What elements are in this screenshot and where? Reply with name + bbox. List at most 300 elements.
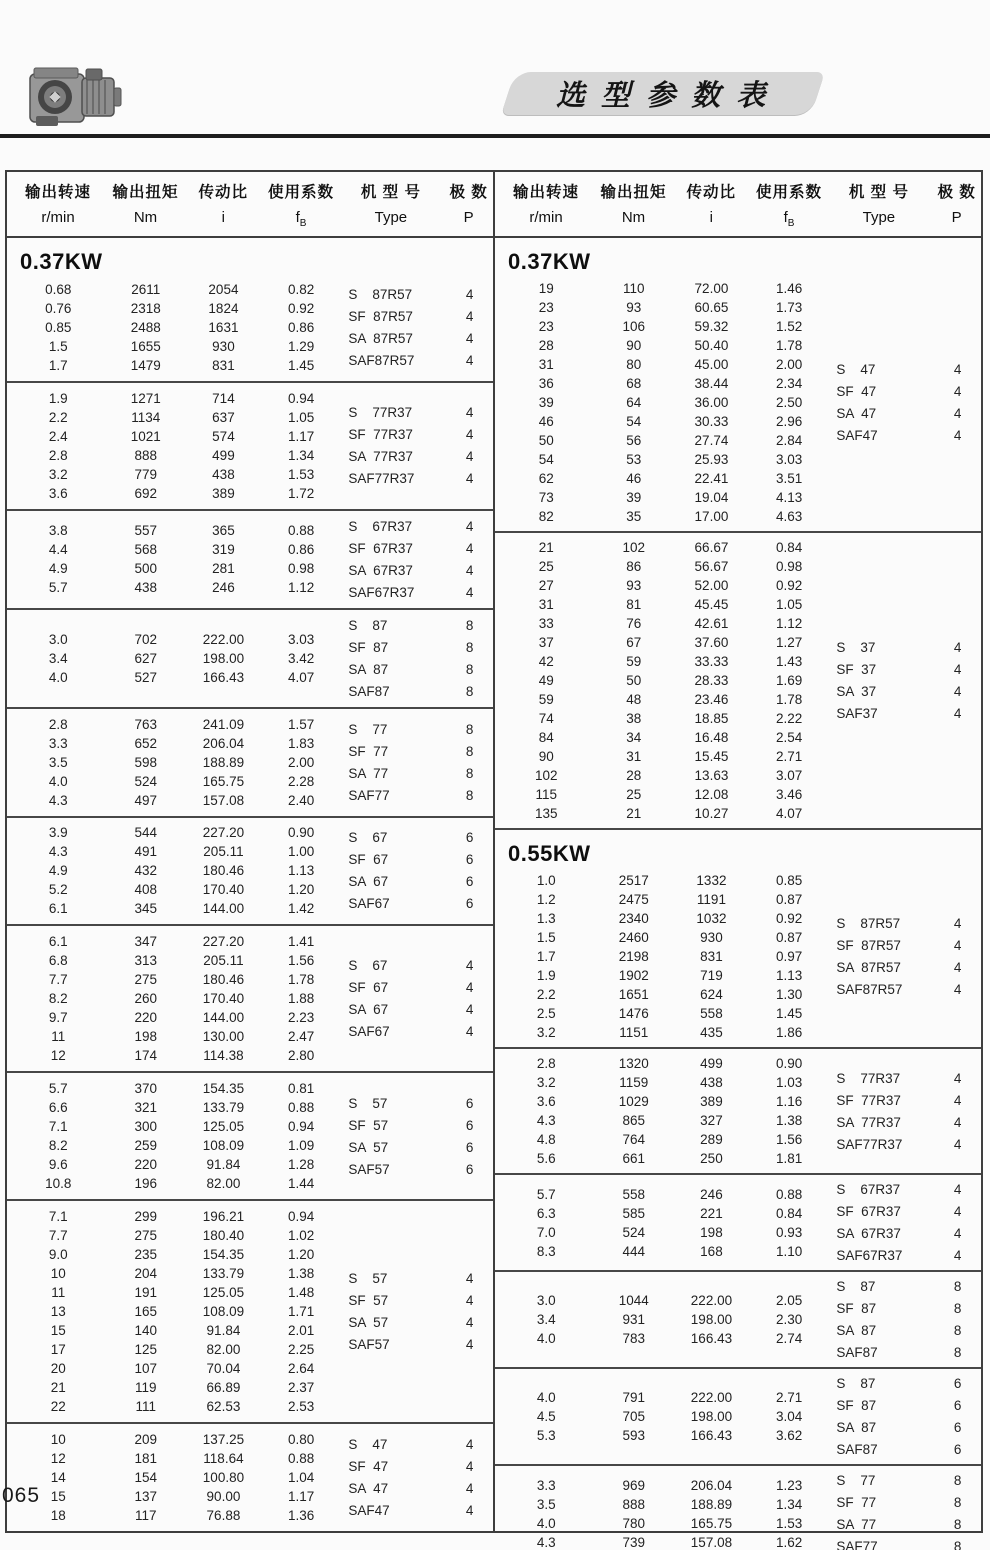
torque-value: 21 [626, 806, 642, 821]
type-line [825, 660, 981, 679]
poles-value: 6 [953, 1420, 962, 1435]
poles-value: 6 [953, 1398, 962, 1413]
ratio-value: 166.43 [690, 1331, 733, 1346]
speed-value: 5.7 [48, 1081, 68, 1097]
service-factor-value: 0.86 [287, 319, 315, 335]
ratio-value: 144.00 [202, 901, 245, 917]
column-unit-poles: P [463, 208, 474, 226]
torque-value: 191 [134, 1285, 158, 1301]
service-factor-value: 0.97 [775, 949, 803, 964]
ratio-value: 82.00 [206, 1176, 241, 1192]
service-factor-value: 2.50 [775, 395, 803, 410]
section-body [495, 1180, 981, 1265]
table-row [7, 1340, 337, 1359]
speed-value: 62 [538, 471, 554, 486]
ratio-value: 38.44 [694, 376, 729, 391]
model-code: SAF77R37 [836, 1136, 903, 1152]
poles-value: 6 [953, 1376, 962, 1391]
table-row [495, 766, 825, 785]
torque-value: 1151 [619, 1025, 649, 1040]
speed-value: 8.2 [48, 991, 68, 1007]
type-line [337, 329, 493, 348]
ratio-value: 28.33 [694, 673, 729, 688]
data-rows [7, 1429, 337, 1526]
type-line [825, 1374, 981, 1393]
model-code: SAF87R57 [348, 352, 415, 368]
service-factor-value: 3.03 [287, 631, 315, 647]
column-unit-torque: Nm [621, 208, 646, 226]
ratio-value: 198.00 [690, 1312, 733, 1327]
torque-value: 2475 [618, 892, 649, 907]
torque-value: 969 [622, 1477, 646, 1493]
table-row [7, 299, 337, 318]
model-code: SF 47 [836, 384, 877, 399]
torque-value: 35 [626, 509, 642, 524]
type-block [337, 1078, 493, 1194]
poles-value: 8 [953, 1279, 962, 1294]
speed-value: 0.85 [45, 319, 72, 335]
ratio-value: 50.40 [694, 338, 729, 353]
table-row [495, 488, 825, 507]
column-header-model: 机 型 号 [848, 183, 909, 201]
type-line [337, 517, 493, 536]
speed-value: 3.2 [536, 1025, 556, 1040]
speed-value: 17 [50, 1342, 66, 1358]
ratio-value: 165.75 [690, 1515, 733, 1531]
service-factor-value: 0.81 [287, 1081, 315, 1097]
service-factor-value: 1.45 [775, 1006, 803, 1021]
poles-value: 8 [465, 639, 474, 655]
poles-value: 4 [953, 428, 962, 443]
ratio-value: 180.46 [202, 863, 245, 879]
column-names-row [495, 180, 981, 202]
model-code: S 87 [836, 1279, 876, 1294]
section-body [495, 1054, 981, 1168]
table-row [495, 614, 825, 633]
service-factor-value: 2.40 [287, 792, 315, 808]
ratio-value: 499 [700, 1056, 723, 1071]
torque-value: 117 [135, 1508, 157, 1524]
ratio-value: 90.00 [206, 1489, 241, 1505]
speed-value: 8.3 [536, 1243, 556, 1259]
poles-value: 4 [953, 1248, 962, 1263]
speed-value: 1.5 [48, 338, 68, 354]
ratio-value: 118.64 [203, 1451, 244, 1467]
speed-value: 4.0 [48, 669, 68, 685]
ratio-value: 719 [700, 968, 723, 983]
section-body [495, 871, 981, 1042]
model-code: SF 87 [348, 639, 389, 655]
speed-value: 4.8 [536, 1132, 556, 1147]
type-block [825, 538, 981, 823]
torque-value: 300 [134, 1119, 158, 1135]
speed-value: 9.7 [48, 1010, 68, 1026]
service-factor-value: 1.03 [775, 1075, 803, 1090]
section-body [7, 615, 493, 702]
torque-value: 524 [622, 1224, 646, 1240]
type-block [825, 1180, 981, 1265]
model-code: SAF37 [836, 706, 878, 721]
table-row [495, 393, 825, 412]
table-row [495, 1204, 825, 1223]
poles-value: 6 [465, 1117, 474, 1133]
table-row [495, 1310, 825, 1329]
speed-value: 31 [538, 357, 554, 372]
type-line [825, 1440, 981, 1459]
poles-value: 4 [953, 384, 962, 399]
section-body [7, 279, 493, 376]
poles-value: 8 [953, 1301, 962, 1316]
type-line [825, 382, 981, 401]
type-line [337, 638, 493, 657]
torque-value: 259 [134, 1138, 158, 1154]
torque-value: 140 [134, 1323, 158, 1339]
table-row [495, 909, 825, 928]
ratio-value: 12.08 [694, 787, 729, 802]
speed-value: 9.0 [48, 1247, 68, 1263]
type-line [337, 1269, 493, 1288]
model-code: SA 87 [348, 661, 389, 677]
type-block [337, 279, 493, 376]
table-row [7, 715, 337, 734]
poles-value: 4 [465, 1002, 474, 1018]
service-factor-value: 0.92 [775, 911, 803, 926]
ratio-value: 198.00 [202, 650, 245, 666]
data-rows [495, 1054, 825, 1168]
table-row [7, 465, 337, 484]
table-row [495, 1407, 825, 1426]
torque-value: 93 [626, 578, 642, 593]
ratio-value: 222.00 [690, 1390, 733, 1405]
section-body [495, 1374, 981, 1459]
section-body [495, 279, 981, 526]
ratio-value: 222.00 [690, 1293, 733, 1308]
ratio-value: 56.67 [694, 559, 729, 574]
speed-value: 0.68 [45, 281, 72, 297]
service-factor-value: 2.71 [775, 749, 803, 764]
ratio-value: 227.20 [202, 934, 245, 950]
speed-value: 31 [538, 597, 554, 612]
rating-section [7, 511, 493, 610]
poles-value: 4 [953, 1136, 962, 1152]
model-code: SF 37 [836, 662, 877, 677]
model-code: SA 57 [348, 1315, 389, 1331]
poles-value: 4 [465, 1481, 474, 1497]
speed-value: 1.9 [48, 390, 68, 406]
table-row [7, 318, 337, 337]
section-body [7, 931, 493, 1066]
poles-value: 8 [953, 1495, 962, 1510]
type-line [825, 1135, 981, 1154]
type-line [337, 1000, 493, 1019]
torque-value: 865 [622, 1113, 646, 1128]
speed-value: 1.5 [536, 930, 556, 945]
torque-value: 888 [134, 447, 158, 463]
service-factor-value: 2.53 [287, 1399, 315, 1415]
service-factor-value: 1.29 [287, 338, 315, 354]
rating-section [7, 383, 493, 511]
column-unit-poles: P [951, 208, 962, 226]
table-row [495, 1073, 825, 1092]
model-code: SA 77 [348, 765, 389, 781]
ratio-value: 227.20 [202, 825, 245, 841]
torque-value: 56 [626, 433, 642, 448]
speed-value: 11 [51, 1285, 66, 1301]
speed-value: 39 [538, 395, 554, 410]
table-row [495, 595, 825, 614]
table-row [495, 633, 825, 652]
torque-value: 28 [626, 768, 642, 783]
type-line [337, 956, 493, 975]
table-row [495, 1092, 825, 1111]
service-factor-value: 0.87 [775, 892, 803, 907]
model-code: SAF57 [348, 1161, 390, 1177]
torque-value: 2318 [130, 300, 161, 316]
ratio-value: 125.05 [202, 1119, 245, 1135]
torque-value: 888 [622, 1496, 646, 1512]
speed-value: 11 [51, 1029, 66, 1045]
type-line [337, 1313, 493, 1332]
ratio-value: 19.04 [694, 490, 729, 505]
speed-value: 15 [50, 1323, 66, 1339]
ratio-value: 170.40 [202, 882, 245, 898]
poles-value: 4 [953, 1226, 962, 1241]
ratio-value: 389 [700, 1094, 723, 1109]
torque-value: 1655 [130, 338, 161, 354]
service-factor-value: 2.37 [287, 1380, 315, 1396]
selection-table-right [493, 172, 981, 1550]
type-block [825, 1374, 981, 1459]
service-factor-value: 0.84 [775, 540, 803, 555]
type-line [337, 616, 493, 635]
ratio-value: 1332 [696, 873, 727, 888]
poles-value: 4 [465, 1024, 474, 1040]
speed-value: 2.8 [48, 447, 68, 463]
ratio-value: 114.38 [203, 1048, 244, 1064]
speed-value: 25 [538, 559, 554, 574]
torque-value: 497 [134, 792, 158, 808]
speed-value: 13 [50, 1304, 66, 1320]
column-header-poles: 极 数 [937, 183, 976, 201]
table-row [495, 1004, 825, 1023]
ratio-value: 2054 [208, 281, 239, 297]
poles-value: 4 [465, 1293, 474, 1309]
torque-value: 2517 [618, 873, 649, 888]
type-line [825, 1299, 981, 1318]
torque-value: 558 [622, 1186, 646, 1202]
table-row [7, 1207, 337, 1226]
ratio-value: 281 [212, 561, 235, 577]
table-row [7, 337, 337, 356]
table-row [7, 408, 337, 427]
type-line [825, 1515, 981, 1534]
ratio-value: 198 [700, 1224, 723, 1240]
type-block [337, 615, 493, 702]
speed-value: 6.1 [48, 934, 68, 950]
speed-value: 50 [538, 433, 554, 448]
ratio-value: 59.32 [694, 319, 729, 334]
data-rows [495, 1277, 825, 1362]
speed-value: 21 [50, 1380, 66, 1396]
torque-value: 739 [622, 1534, 646, 1550]
ratio-value: 165.75 [202, 773, 245, 789]
service-factor-value: 1.12 [287, 580, 315, 596]
speed-value: 9.6 [48, 1157, 68, 1173]
speed-value: 4.0 [48, 773, 68, 789]
speed-value: 42 [538, 654, 554, 669]
speed-value: 1.9 [536, 968, 556, 983]
torque-value: 93 [626, 300, 642, 315]
ratio-value: 574 [212, 428, 235, 444]
speed-value: 49 [538, 673, 554, 688]
table-row [495, 412, 825, 431]
ratio-value: 389 [212, 485, 235, 501]
model-code: S 77 [836, 1473, 876, 1488]
rating-section [495, 1049, 981, 1175]
ratio-value: 831 [700, 949, 723, 964]
speed-value: 27 [538, 578, 554, 593]
type-line [825, 360, 981, 379]
type-line [337, 764, 493, 783]
column-units-row [7, 209, 493, 229]
type-line [337, 978, 493, 997]
speed-value: 19 [538, 281, 554, 296]
data-rows [495, 871, 825, 1042]
speed-value: 6.1 [48, 901, 68, 917]
poles-value: 4 [953, 1070, 962, 1086]
ratio-value: 144.00 [202, 1010, 245, 1026]
table-row [7, 1027, 337, 1046]
page-title: 选 型 参 数 表 [556, 80, 770, 112]
torque-value: 275 [134, 972, 158, 988]
ratio-value: 157.08 [690, 1534, 733, 1550]
model-code: SF 77R37 [836, 1092, 901, 1108]
ratio-value: 23.46 [694, 692, 729, 707]
torque-value: 165 [134, 1304, 158, 1320]
poles-value: 4 [953, 406, 962, 421]
service-factor-value: 2.64 [287, 1361, 315, 1377]
gearmotor-photo-icon [24, 56, 124, 136]
speed-value: 6.8 [48, 953, 68, 969]
type-line [337, 850, 493, 869]
type-line [825, 638, 981, 657]
data-rows [495, 538, 825, 823]
service-factor-value: 0.85 [775, 873, 803, 888]
column-header-band [495, 172, 981, 238]
column-unit-model: Type [374, 208, 408, 226]
torque-value: 408 [134, 882, 158, 898]
table-row [495, 890, 825, 909]
poles-value: 4 [953, 662, 962, 677]
torque-value: 370 [134, 1081, 158, 1097]
model-code: SA 87R57 [836, 960, 901, 975]
model-code: SAF47 [348, 1503, 390, 1519]
ratio-value: 205.11 [203, 953, 244, 969]
speed-value: 7.7 [48, 1228, 68, 1244]
table-row [495, 1426, 825, 1445]
poles-value: 4 [465, 980, 474, 996]
table-row [495, 690, 825, 709]
service-factor-value: 1.41 [287, 934, 315, 950]
speed-value: 115 [535, 787, 557, 802]
model-code: SF 87 [836, 1301, 877, 1316]
selection-parameter-table [5, 170, 983, 1550]
torque-value: 1134 [131, 409, 161, 425]
selection-table-left [7, 172, 493, 1531]
service-factor-value: 1.36 [287, 1508, 315, 1524]
model-code: S 67R37 [348, 518, 413, 534]
speed-value: 1.7 [536, 949, 556, 964]
ratio-value: 438 [700, 1075, 723, 1090]
type-block [337, 1429, 493, 1526]
torque-value: 125 [134, 1342, 158, 1358]
type-line [337, 1501, 493, 1520]
ratio-value: 108.09 [202, 1138, 245, 1154]
data-rows [7, 1206, 337, 1417]
service-factor-value: 1.34 [775, 1496, 803, 1512]
speed-value: 135 [534, 806, 558, 821]
speed-value: 54 [538, 452, 554, 467]
torque-value: 652 [134, 735, 158, 751]
speed-value: 4.5 [536, 1409, 556, 1424]
ratio-value: 1824 [208, 300, 239, 316]
speed-value: 7.1 [48, 1209, 68, 1225]
ratio-value: 930 [212, 338, 235, 354]
table-row [7, 1226, 337, 1245]
service-factor-value: 1.09 [287, 1138, 315, 1154]
poles-value: 4 [953, 982, 962, 997]
type-line [337, 1138, 493, 1157]
model-code: SA 77R37 [836, 1114, 901, 1130]
poles-value: 4 [465, 958, 474, 974]
header-rule [0, 134, 990, 138]
type-line [825, 1202, 981, 1221]
type-line [337, 894, 493, 913]
torque-value: 1320 [618, 1056, 649, 1071]
table-row [495, 1388, 825, 1407]
service-factor-value: 0.94 [287, 1119, 315, 1135]
model-code: S 67 [348, 958, 388, 974]
poles-value: 4 [465, 1437, 474, 1453]
torque-value: 53 [626, 452, 642, 467]
torque-value: 102 [622, 540, 646, 555]
type-line [337, 351, 493, 370]
model-code: S 77 [348, 721, 388, 737]
model-code: SF 77 [348, 743, 389, 759]
table-row [495, 985, 825, 1004]
speed-value: 5.6 [536, 1151, 556, 1166]
service-factor-value: 3.51 [775, 471, 803, 486]
ratio-value: 166.43 [202, 669, 245, 685]
ratio-value: 241.09 [202, 716, 245, 732]
speed-value: 4.3 [536, 1534, 556, 1550]
model-code: SA 77 [836, 1517, 877, 1532]
table-row [495, 652, 825, 671]
speed-value: 7.1 [48, 1119, 68, 1135]
service-factor-value: 1.17 [287, 1489, 315, 1505]
ratio-value: 289 [700, 1132, 723, 1147]
poles-value: 4 [465, 286, 474, 302]
service-factor-value: 0.90 [775, 1056, 803, 1071]
section-body [7, 1078, 493, 1194]
service-factor-value: 1.81 [775, 1151, 803, 1166]
service-factor-value: 0.88 [775, 1186, 803, 1202]
poles-value: 6 [465, 830, 474, 846]
speed-value: 28 [538, 338, 554, 353]
poles-value: 4 [465, 1315, 474, 1331]
model-code: S 47 [836, 362, 876, 377]
service-factor-value: 1.56 [775, 1132, 803, 1147]
